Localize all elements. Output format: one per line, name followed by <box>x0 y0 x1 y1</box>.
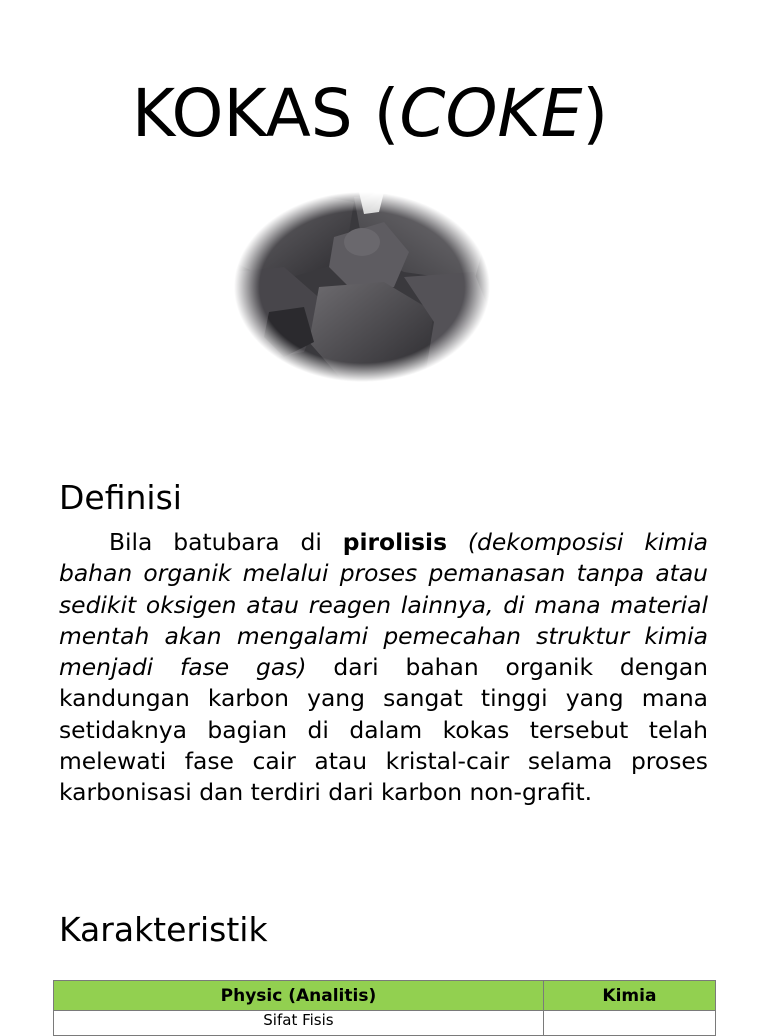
definisi-paragraph <box>59 527 708 809</box>
coke-photo <box>234 192 490 382</box>
definisi-intro: Bila batubara di <box>109 528 343 556</box>
table-header-physic: Physic (Analitis) <box>54 981 544 1011</box>
table-row <box>54 1011 716 1036</box>
definisi-heading: Definisi <box>59 478 182 517</box>
definisi-italic-explanation: (dekomposisi kimia bahan organik melalui proses pemanasan tanpa atau sedikit oksigen atau reagen lainnya, di mana material mentah akan mengalami pemecahan struktur kimia menjadi fase gas) <box>59 528 708 682</box>
karakteristik-table <box>53 980 716 1036</box>
title-close: ) <box>582 75 609 152</box>
definisi-rest: dari bahan organik dengan kandungan karbon yang sangat tinggi yang mana setidaknya bagian di dalam kokas tersebut telah melewati fase cair atau kristal-cair selama proses karbonisasi dan terdiri dari karbon non-grafit. <box>59 653 708 807</box>
definisi-bold-term: pirolisis <box>342 528 447 556</box>
title-main: KOKAS ( <box>131 75 400 152</box>
table-header-row <box>54 981 716 1011</box>
karakteristik-heading: Karakteristik <box>59 910 268 949</box>
title-italic: COKE <box>399 75 583 152</box>
table-cell: Sifat Fisis <box>54 1011 544 1036</box>
table-cell <box>543 1011 715 1036</box>
table-header-kimia: Kimia <box>543 981 715 1011</box>
page-title <box>0 75 740 152</box>
